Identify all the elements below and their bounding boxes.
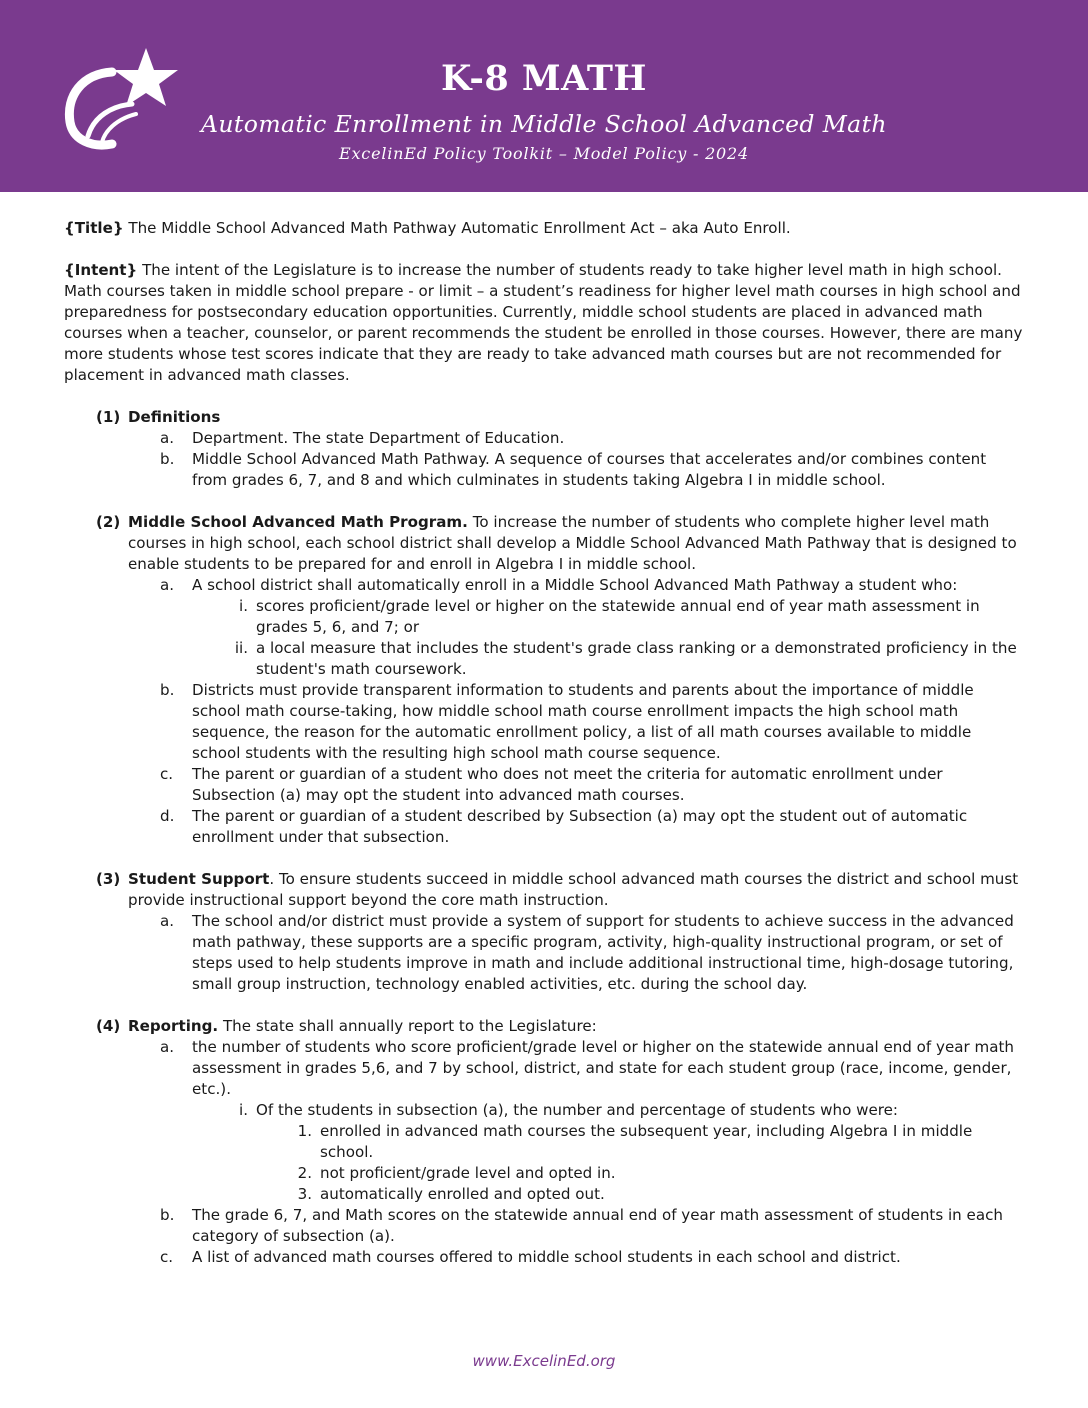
list-item (96, 680, 1024, 764)
list-item-text: Of the students in subsection (a), the number and percentage of students who were: (256, 1101, 898, 1119)
section-heading-label: Definitions (128, 408, 221, 426)
list-item (96, 449, 1024, 491)
header-banner (0, 0, 1088, 192)
list-item-text: A list of advanced math courses offered to middle school students in each school and district. (192, 1248, 901, 1266)
section-student-support (96, 869, 1024, 995)
page-subtitle-secondary: ExcelinEd Policy Toolkit – Model Policy - 2024 (339, 144, 749, 163)
section-number: (4) (96, 1017, 121, 1035)
section-heading-label: Student Support (128, 870, 270, 888)
list-item-text: a local measure that includes the student's grade class ranking or a demonstrated proficiency in the student's math coursework. (256, 639, 1017, 678)
list-item (96, 575, 1024, 596)
list-item-text: Middle School Advanced Math Pathway. A sequence of courses that accelerates and/or combines content from grades 6, 7, and 8 and which culminates in students taking Algebra I in middle school. (192, 450, 987, 489)
list-item-text: not proficient/grade level and opted in. (320, 1164, 616, 1182)
list-item-text: enrolled in advanced math courses the subsequent year, including Algebra I in middle school. (320, 1122, 973, 1161)
list-marker: 2. (297, 1164, 312, 1182)
list-marker: b. (160, 450, 175, 468)
list-marker: b. (160, 681, 175, 699)
section-definitions (96, 407, 1024, 491)
list-item-text: The grade 6, 7, and Math scores on the statewide annual end of year math assessment of students in each category of subsection (a). (192, 1206, 1003, 1245)
intent-text: The intent of the Legislature is to increase the number of students ready to take higher level math in high school. Math courses taken in middle school prepare - or limit – a student’s readiness for higher level math courses in high school and preparedness for postsecondary education opportunities. Currently, middle school students are placed in advanced math courses when a teacher, counselor, or parent recommends the student be enrolled in those courses. However, there are many more students whose test scores indicate that they are ready to take advanced math courses but are not recommended for placement in advanced math classes. (64, 261, 1023, 384)
section-number: (1) (96, 408, 121, 426)
list-item-text: The parent or guardian of a student described by Subsection (a) may opt the student out of automatic enrollment under that subsection. (192, 807, 968, 846)
list-marker: b. (160, 1206, 175, 1224)
list-item-text: Department. The state Department of Education. (192, 429, 565, 447)
section-intro-text: To increase the number of students who complete higher level math courses in high school, each school district shall develop a Middle School Advanced Math Pathway that is designed to enable students to be prepared for and enroll in Algebra I in middle school. (128, 513, 1017, 573)
list-marker: a. (160, 912, 175, 930)
list-item (96, 1037, 1024, 1100)
footer-link[interactable]: www.ExcelinEd.org (472, 1352, 616, 1370)
page-subtitle: Automatic Enrollment in Middle School Advanced Math (201, 110, 887, 138)
list-item (96, 911, 1024, 995)
list-marker: d. (160, 807, 175, 825)
title-text: The Middle School Advanced Math Pathway Automatic Enrollment Act – aka Auto Enroll. (123, 219, 791, 237)
section-intro-text: . To ensure students succeed in middle school advanced math courses the district and school must provide instructional support beyond the core math instruction. (128, 870, 1019, 909)
section-number: (2) (96, 513, 121, 531)
title-paragraph (64, 218, 1024, 239)
list-item-text: scores proficient/grade level or higher on the statewide annual end of year math assessment in grades 5, 6, and 7; or (256, 597, 980, 636)
section-heading (96, 407, 1024, 428)
list-marker: i. (239, 597, 248, 615)
list-item-text: the number of students who score proficient/grade level or higher on the statewide annual end of year math assessment in grades 5,6, and 7 by school, district, and state for each student group (race, income, gender, etc.). (192, 1038, 1014, 1098)
list-marker: a. (160, 576, 175, 594)
list-item (96, 806, 1024, 848)
list-marker: 1. (297, 1122, 312, 1140)
list-item-text: A school district shall automatically enroll in a Middle School Advanced Math Pathway a student who: (192, 576, 958, 594)
section-heading-label: Middle School Advanced Math Program. (128, 513, 468, 531)
list-marker: a. (160, 1038, 175, 1056)
section-heading (96, 1016, 1024, 1037)
list-marker: c. (160, 1248, 174, 1266)
section-heading-label: Reporting. (128, 1017, 219, 1035)
sub-list-item (96, 638, 1024, 680)
sub-sub-list-item (96, 1184, 1024, 1205)
list-marker: a. (160, 429, 175, 447)
sub-list-item (96, 1100, 1024, 1121)
list-item (96, 1205, 1024, 1247)
section-advanced-math-program (96, 512, 1024, 848)
list-marker: i. (239, 1101, 248, 1119)
section-heading (96, 869, 1024, 911)
title-label: {Title} (64, 219, 124, 237)
section-number: (3) (96, 870, 121, 888)
list-marker: 3. (297, 1185, 312, 1203)
section-reporting (96, 1016, 1024, 1268)
sub-sub-list-item (96, 1121, 1024, 1163)
page-title: K-8 MATH (440, 58, 648, 99)
list-marker: ii. (234, 639, 248, 657)
list-item-text: The school and/or district must provide a system of support for students to achieve success in the advanced math pathway, these supports are a specific program, activity, high-quality instructional program, or set of steps used to help students improve in math and include additional instructional time, high-dosage tutoring, small group instruction, technology enabled activities, etc. during the school day. (192, 912, 1014, 993)
list-item-text: automatically enrolled and opted out. (320, 1185, 605, 1203)
intent-label: {Intent} (64, 261, 138, 279)
list-item (96, 1247, 1024, 1268)
list-item-text: Districts must provide transparent information to students and parents about the importance of middle school math course-taking, how middle school math course enrollment impacts the high school math sequence, the reason for the automatic enrollment policy, a list of all math courses available to middle school students with the resulting high school math course sequence. (192, 681, 974, 762)
document-body (64, 218, 1024, 1289)
list-item (96, 764, 1024, 806)
section-heading (96, 512, 1024, 575)
section-intro-text: The state shall annually report to the Legislature: (218, 1017, 597, 1035)
sub-list-item (96, 596, 1024, 638)
intent-paragraph (64, 260, 1024, 386)
sub-sub-list-item (96, 1163, 1024, 1184)
list-item (96, 428, 1024, 449)
list-marker: c. (160, 765, 174, 783)
list-item-text: The parent or guardian of a student who does not meet the criteria for automatic enrollment under Subsection (a) may opt the student into advanced math courses. (192, 765, 943, 804)
